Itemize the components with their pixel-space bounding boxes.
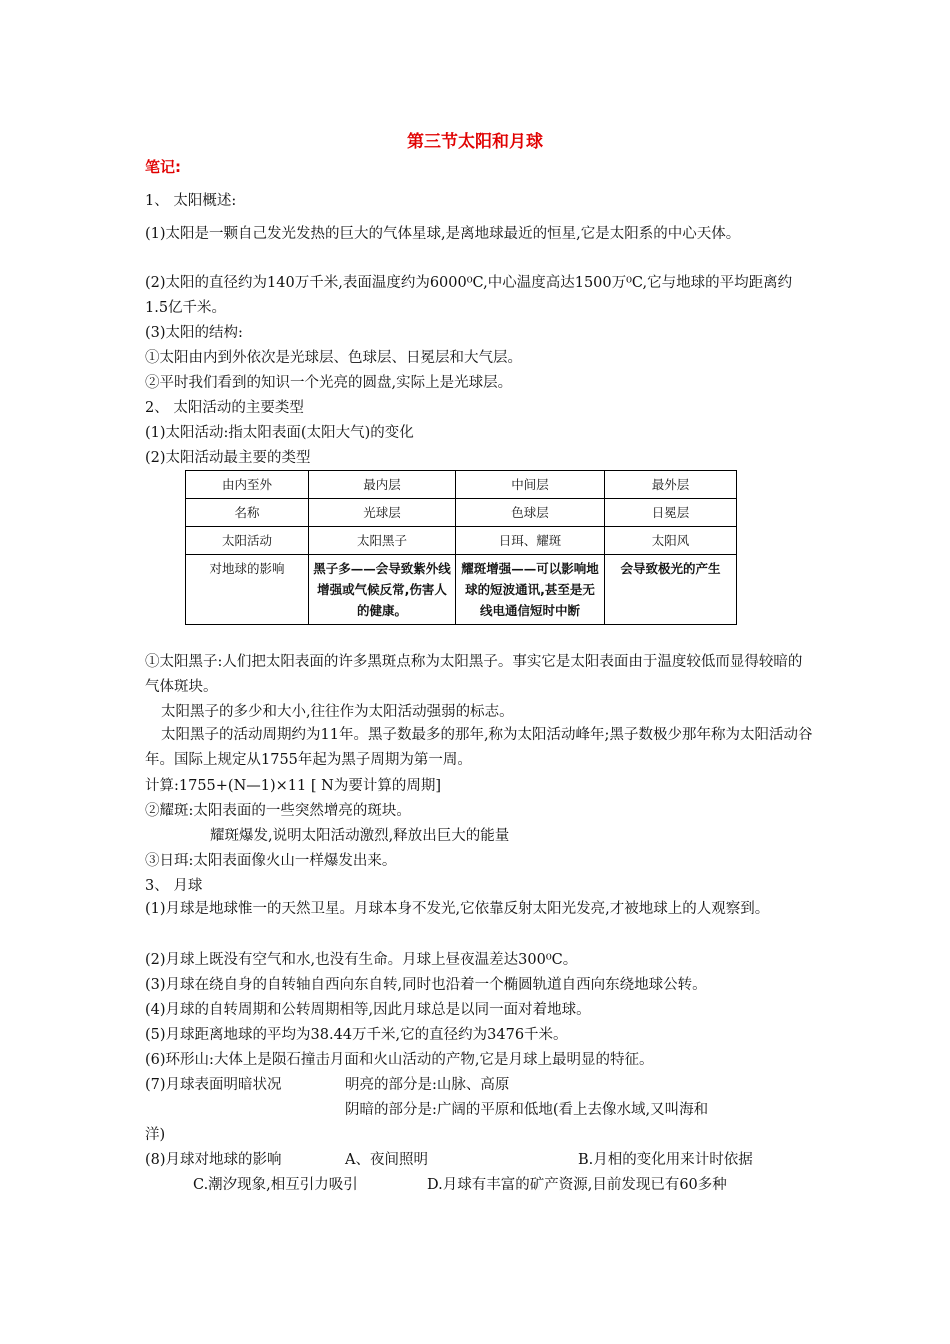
table-cell: 黑子多——会导致紫外线增强或气候反常,伤害人的健康。 xyxy=(309,555,456,625)
table-cell: 太阳活动 xyxy=(186,527,309,555)
section-heading-solar-activity: 2、 太阳活动的主要类型 xyxy=(145,400,304,416)
table-cell: 中间层 xyxy=(456,471,605,499)
paragraph: C.潮汐现象,相互引力吸引 xyxy=(193,1177,358,1193)
page-title: 第三节太阳和月球 xyxy=(407,132,543,152)
solar-activity-table xyxy=(185,470,737,625)
table-row xyxy=(186,471,737,499)
paragraph: (5)月球距离地球的平均为38.44万千米,它的直径约为3476千米。 xyxy=(145,1027,568,1043)
table-cell: 会导致极光的产生 xyxy=(605,555,737,625)
formula: 计算:1755+(N—1)×11 [ N为要计算的周期] xyxy=(145,778,441,794)
table-cell: 由内至外 xyxy=(186,471,309,499)
paragraph: B.月相的变化用来计时依据 xyxy=(578,1152,753,1168)
paragraph: 太阳黑子的活动周期约为11年。黑子数最多的那年,称为太阳活动峰年;黑子数极少那年称为太阳活动谷年。国际上规定从1755年起为黑子周期为第一周。 xyxy=(145,727,813,768)
table-cell: 色球层 xyxy=(456,499,605,527)
paragraph: 明亮的部分是:山脉、高原 xyxy=(345,1077,510,1093)
paragraph: 洋) xyxy=(145,1127,166,1143)
table-cell: 日冕层 xyxy=(605,499,737,527)
paragraph: ②平时我们看到的知识一个光亮的圆盘,实际上是光球层。 xyxy=(145,375,513,391)
table-row xyxy=(186,527,737,555)
table-row xyxy=(186,555,737,625)
paragraph: (4)月球的自转周期和公转周期相等,因此月球总是以同一面对着地球。 xyxy=(145,1002,591,1018)
table-cell: 名称 xyxy=(186,499,309,527)
table-cell: 太阳黑子 xyxy=(309,527,456,555)
paragraph: (1)月球是地球惟一的天然卫星。月球本身不发光,它依靠反射太阳光发亮,才被地球上的人观察到。 xyxy=(145,901,770,917)
paragraph: (3)太阳的结构: xyxy=(145,325,243,341)
table-cell: 最外层 xyxy=(605,471,737,499)
table-cell: 日珥、耀斑 xyxy=(456,527,605,555)
paragraph: (1)太阳是一颗自己发光发热的巨大的气体星球,是离地球最近的恒星,它是太阳系的中心天体。 xyxy=(145,226,741,242)
table-row xyxy=(186,499,737,527)
table-cell: 耀斑增强——可以影响地球的短波通讯,甚至是无线电通信短时中断 xyxy=(456,555,605,625)
paragraph: (6)环形山:大体上是陨石撞击月面和火山活动的产物,它是月球上最明显的特征。 xyxy=(145,1052,654,1068)
paragraph: ③日珥:太阳表面像火山一样爆发出来。 xyxy=(145,853,397,869)
paragraph: (1)太阳活动:指太阳表面(太阳大气)的变化 xyxy=(145,425,414,441)
table-cell: 光球层 xyxy=(309,499,456,527)
paragraph: (3)月球在绕自身的自转轴自西向东自转,同时也沿着一个椭圆轨道自西向东绕地球公转。 xyxy=(145,977,707,993)
paragraph: (8)月球对地球的影响 xyxy=(145,1152,282,1168)
paragraph: (7)月球表面明暗状况 xyxy=(145,1077,282,1093)
paragraph: ①太阳黑子:人们把太阳表面的许多黑斑点称为太阳黑子。事实它是太阳表面由于温度较低而显得较暗的气体斑块。 xyxy=(145,654,803,695)
paragraph: ②耀斑:太阳表面的一些突然增亮的斑块。 xyxy=(145,803,411,819)
paragraph: 太阳黑子的多少和大小,往往作为太阳活动强弱的标志。 xyxy=(161,704,514,720)
paragraph: (2)太阳活动最主要的类型 xyxy=(145,450,311,466)
table-cell: 对地球的影响 xyxy=(186,555,309,625)
paragraph: (2)太阳的直径约为140万千米,表面温度约为6000⁰C,中心温度高达1500万⁰C,它与地球的平均距离约1.5亿千米。 xyxy=(145,275,793,316)
table-cell: 太阳风 xyxy=(605,527,737,555)
paragraph: A、夜间照明 xyxy=(345,1152,428,1168)
paragraph: ①太阳由内到外依次是光球层、色球层、日冕层和大气层。 xyxy=(145,350,522,366)
paragraph: D.月球有丰富的矿产资源,目前发现已有60多种 xyxy=(427,1177,727,1193)
notes-label: 笔记: xyxy=(145,158,181,176)
section-heading-moon: 3、 月球 xyxy=(145,878,203,894)
section-heading-sun: 1、 太阳概述: xyxy=(145,193,237,209)
paragraph: 阴暗的部分是:广阔的平原和低地(看上去像水域,又叫海和 xyxy=(345,1102,709,1118)
paragraph: (2)月球上既没有空气和水,也没有生命。月球上昼夜温差达300⁰C。 xyxy=(145,952,578,968)
table-cell: 最内层 xyxy=(309,471,456,499)
paragraph: 耀斑爆发,说明太阳活动激烈,释放出巨大的能量 xyxy=(210,828,510,844)
